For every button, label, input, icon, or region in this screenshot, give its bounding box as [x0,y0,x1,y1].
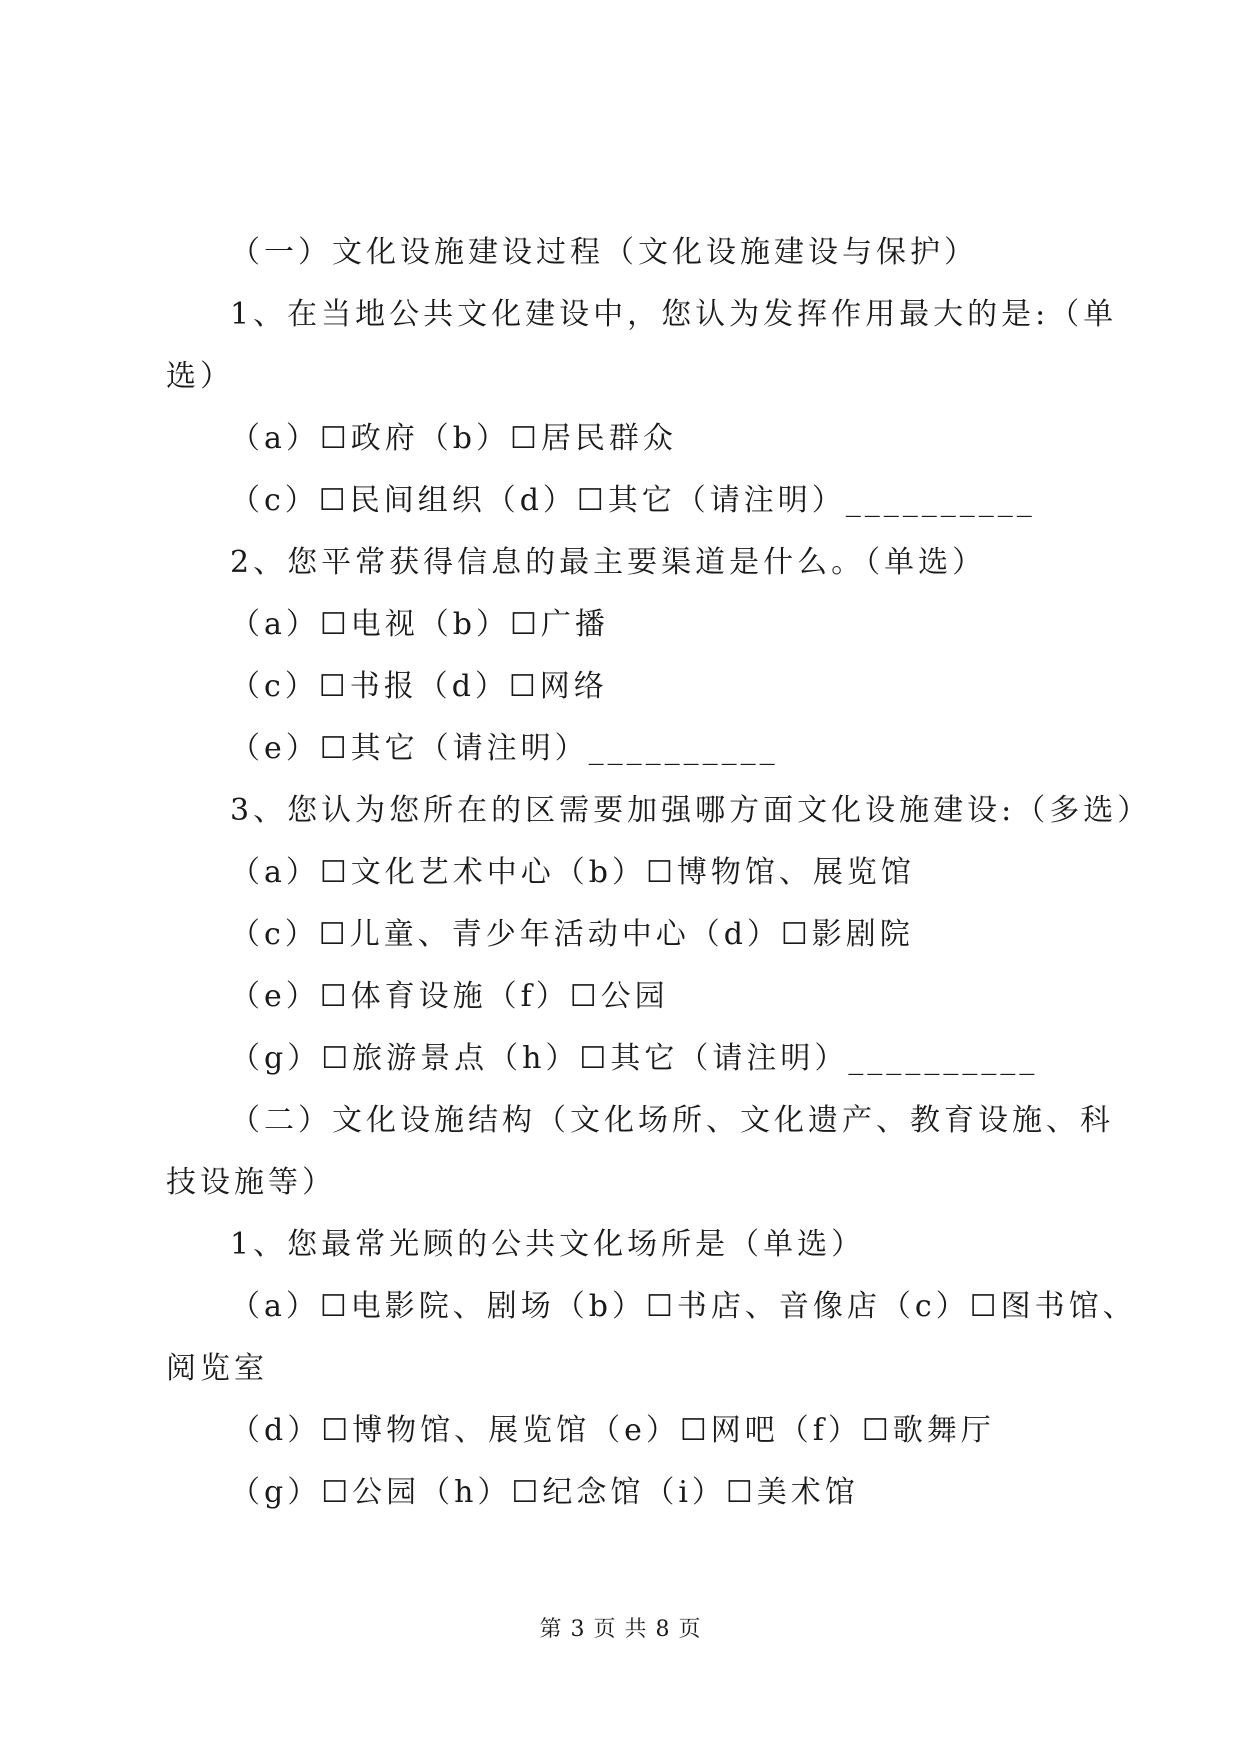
question-3-options-line-3: （e）☐体育设施（f）☐公园 [230,979,669,1014]
question-3-options-line-1: （a）☐文化艺术中心（b）☐博物馆、展览馆 [230,855,915,890]
questionnaire-body [166,222,1152,1524]
question-1-text: 1、在当地公共文化建设中，您认为发挥作用最大的是:（单 [230,297,1118,332]
question-2-options-line-2: （c）☐书报（d）☐网络 [230,669,608,704]
question-1-options-line-2: （c）☐民间组织（d）☐其它（请注明）__________ [230,483,1036,518]
question-3-options-line-2: （c）☐儿童、青少年活动中心（d）☐影剧院 [230,917,914,952]
section-2-question-1-options-line-3: （g）☐公园（h）☐纪念馆（i）☐美术馆 [230,1475,859,1510]
question-1-options-line-1: （a）☐政府（b）☐居民群众 [230,421,677,456]
question-3-options-line-4: （g）☐旅游景点（h）☐其它（请注明）__________ [230,1041,1039,1076]
question-2-options-line-3: （e）☐其它（请注明）__________ [230,731,779,766]
section-2-question-1-text: 1、您最常光顾的公共文化场所是（单选） [230,1227,866,1262]
section-2-question-1-options-line-1-continued: 阅览室 [166,1351,268,1386]
section-heading-2: （二）文化设施结构（文化场所、文化遗产、教育设施、科 [230,1103,1114,1138]
section-2-question-1-options-line-1: （a）☐电影院、剧场（b）☐书店、音像店（c）☐图书馆、 [230,1289,1137,1324]
question-1-text-continued: 选） [166,359,234,394]
section-2-question-1-options-line-2: （d）☐博物馆、展览馆（e）☐网吧（f）☐歌舞厅 [230,1413,995,1448]
question-2-options-line-1: （a）☐电视（b）☐广播 [230,607,609,642]
question-2-text: 2、您平常获得信息的最主要渠道是什么。（单选） [230,545,987,580]
section-heading-2-continued: 技设施等） [166,1165,336,1200]
question-3-text: 3、您认为您所在的区需要加强哪方面文化设施建设:（多选） [230,793,1152,828]
page-number-footer: 第 3 页 共 8 页 [539,1617,702,1642]
section-heading-1: （一）文化设施建设过程（文化设施建设与保护） [230,235,978,270]
